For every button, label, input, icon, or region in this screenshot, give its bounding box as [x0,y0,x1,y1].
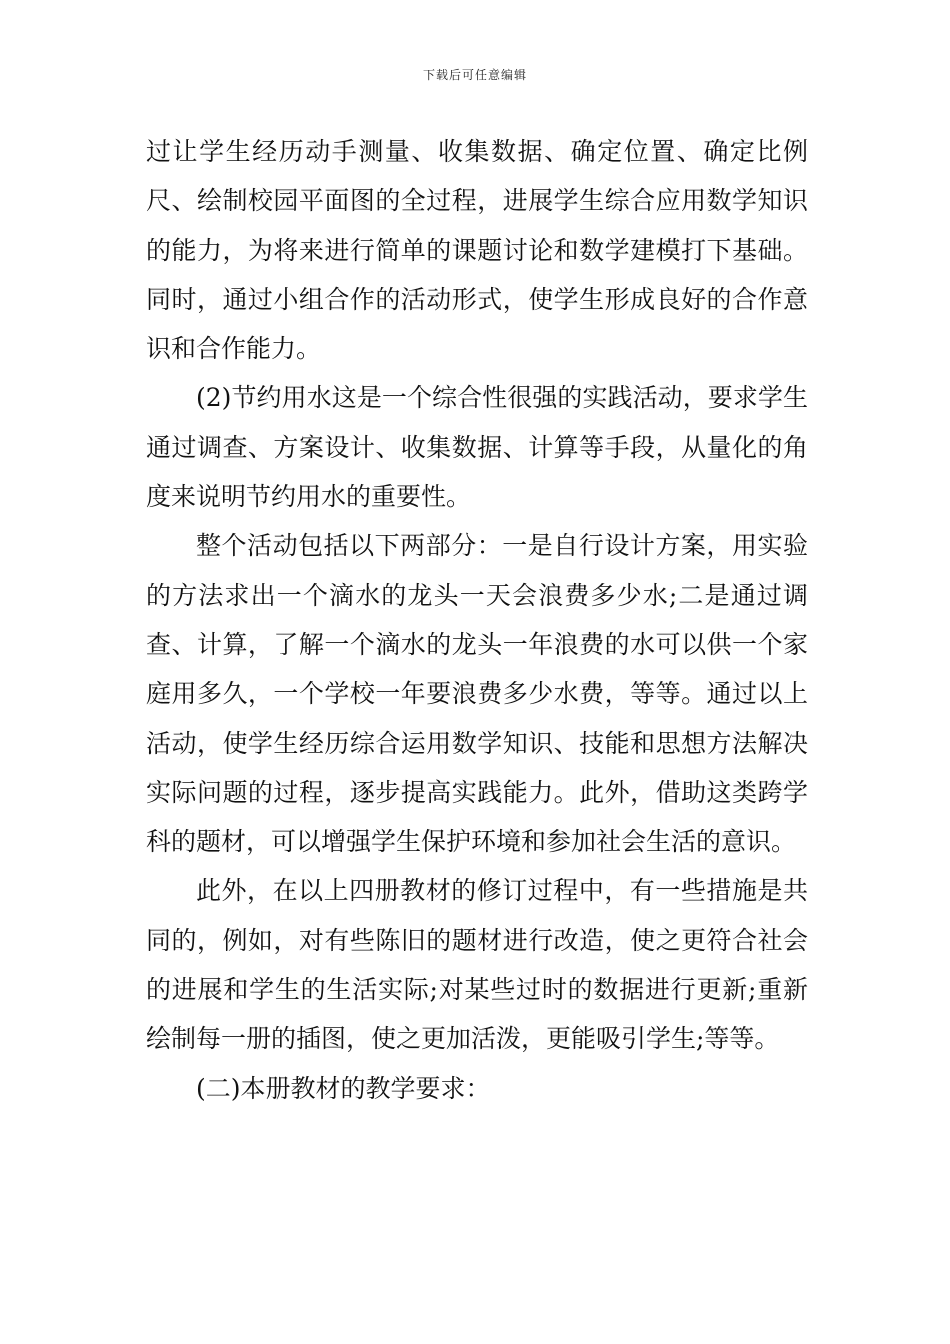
paragraph-activity-parts: 整个活动包括以下两部分：一是自行设计方案，用实验的方法求出一个滴水的龙头一天会浪费多少水;二是通过调查、计算，了解一个滴水的龙头一年浪费的水可以供一个家庭用多久，一个学校一年要浪费多少水费，等等。通过以上活动，使学生经历综合运用数学知识、技能和思想方法解决实际问题的过程，逐步提高实践能力。此外，借助这类跨学科的题材，可以增强学生保护环境和参加社会生活的意识。 [146,531,808,857]
paragraph-section-heading: (二)本册教材的教学要求： [196,1073,491,1103]
paragraph-common-measures: 此外，在以上四册教材的修订过程中，有一些措施是共同的，例如，对有些陈旧的题材进行改造，使之更符合社会的进展和学生的生活实际;对某些过时的数据进行更新;重新绘制每一册的插图，使之更加活泼，更能吸引学生;等等。 [146,876,808,1054]
document-body [146,127,808,1113]
paragraph-continuation: 过让学生经历动手测量、收集数据、确定位置、确定比例尺、绘制校园平面图的全过程，进展学生综合应用数学知识的能力，为将来进行简单的课题讨论和数学建模打下基础。同时，通过小组合作的活动形式，使学生形成良好的合作意识和合作能力。 [146,137,808,364]
paragraph-water-saving: (2)节约用水这是一个综合性很强的实践活动，要求学生通过调查、方案设计、收集数据、计算等手段，从量化的角度来说明节约用水的重要性。 [146,383,808,512]
page-header: 下载后可任意编辑 [422,68,527,82]
